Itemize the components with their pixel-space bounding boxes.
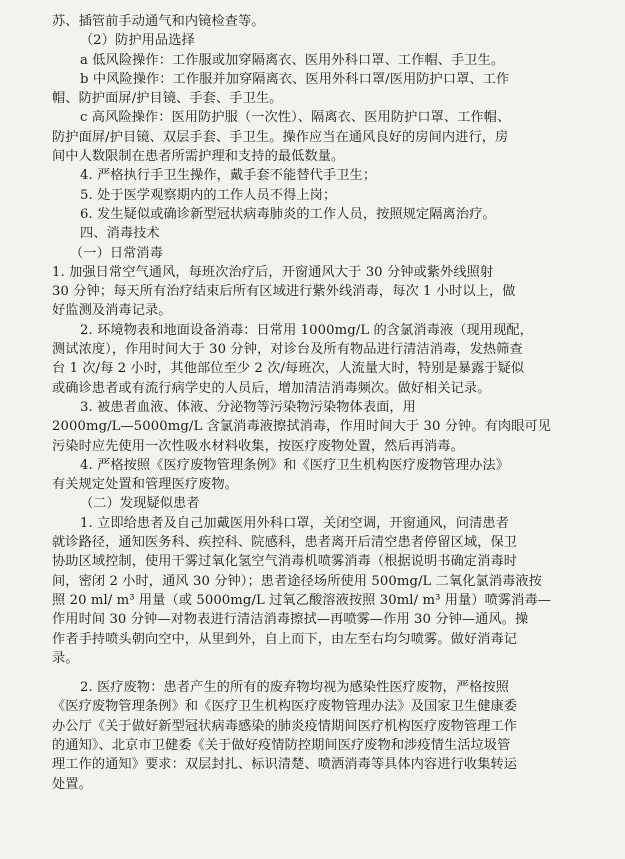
- text-line: 污染时应先使用一次性吸水材料收集，按医疗废物处置，然后再消毒。: [52, 438, 464, 454]
- text-line: 防护面屏/护目镜、双层手套、手卫生。操作应当在通风良好的房间内进行，房: [52, 129, 509, 145]
- text-line: 1. 立即给患者及自己加戴医用外科口罩，关闭空调，开窗通风，问清患者: [80, 515, 509, 531]
- text-line: 的通知》、北京市卫健委《关于做好疫情防控期间医疗废物和涉疫情生活垃圾管: [52, 737, 511, 753]
- subsection-heading: （一）日常消毒: [70, 245, 164, 261]
- text-line: 6. 发生疑似或确诊新型冠状病毒肺炎的工作人员，按照规定隔离治疗。: [80, 206, 496, 222]
- text-line: 处置。: [52, 776, 92, 792]
- text-line: 2000mg/L—5000mg/L 含氯消毒液擦拭消毒，作用时间大于 30 分钟。有肉眼可见: [52, 419, 552, 435]
- text-line: 《医疗废物管理条例》和《医疗卫生机构医疗废物管理办法》及国家卫生健康委: [52, 699, 518, 715]
- text-line: 2. 医疗废物：患者产生的所有的废弃物均视为感染性医疗废物，严格按照: [80, 680, 509, 696]
- text-line: 苏、插管前手动通气和内镜检查等。: [52, 14, 265, 29]
- text-line: 理工作的通知》要求：双层封扎、标识清楚、喷洒消毒等具体内容进行收集转运: [52, 757, 518, 773]
- text-line: 协助区域控制，使用干雾过氧化氢空气消毒机喷雾消毒（根据说明书确定消毒时: [52, 554, 518, 570]
- text-line: 台 1 次/每 2 小时，其他部位至少 2 次/每班次，人流量大时，特别是暴露于疑似: [52, 361, 525, 377]
- subsection-heading: （二）发现疑似患者: [80, 496, 200, 512]
- text-line: 测试浓度），作用时间大于 30 分钟，对诊台及所有物品进行清洁消毒，发热筛查: [52, 342, 523, 358]
- text-line: 1. 加强日常空气通风，每班次治疗后，开窗通风大于 30 分钟或紫外线照射: [52, 264, 494, 280]
- text-line: 3. 被患者血液、体液、分泌物等污染物污染物体表面，用: [80, 399, 416, 415]
- text-line: 间中人数限制在患者所需护理和支持的最低数量。: [52, 149, 345, 165]
- paragraph-spacer: [52, 668, 585, 678]
- text-line: 4. 严格执行手卫生操作，戴手套不能替代手卫生；: [80, 168, 377, 184]
- text-line: 作者手持喷头朝向空中，从里到外，自上而下，由左至右均匀喷雾。做好消毒记: [52, 631, 518, 647]
- text-line: 照 20 ml/ m³ 用量（或 5000mg/L 过氧乙酸溶液按照 30ml/ m³ 用量）喷雾消毒—: [52, 592, 552, 608]
- text-line: 5. 处于医学观察期内的工作人员不得上岗；: [80, 187, 337, 203]
- text-line: a 低风险操作：工作服或加穿隔离衣、医用外科口罩、工作帽、手卫生。: [80, 52, 505, 68]
- text-line: c 高风险操作：医用防护服（一次性）、隔离衣、医用防护口罩、工作帽、: [80, 110, 511, 126]
- text-line: 4. 严格按照《医疗废物管理条例》和《医疗卫生机构医疗废物管理办法》: [80, 457, 509, 473]
- text-line: 2. 环境物表和地面设备消毒：日常用 1000mg/L 的含氯消毒液（现用现配，: [80, 322, 533, 338]
- text-line: 录。: [52, 650, 79, 666]
- text-line: 间，密闭 2 小时，通风 30 分钟）；患者途径场所使用 500mg/L 二氧化氯消毒液按: [52, 573, 542, 589]
- text-line: 就诊路径，通知医务科、疾控科、院感科，患者离开后清空患者停留区域，保卫: [52, 535, 518, 551]
- text-line: 好监测及消毒记录。: [52, 303, 172, 319]
- section-heading: （2）防护用品选择: [80, 33, 195, 49]
- text-line: 或确诊患者或有流行病学史的人员后，增加清洁消毒频次。做好相关记录。: [52, 380, 491, 396]
- section-heading: 四、消毒技术: [80, 226, 160, 242]
- text-line: 帽、防护面屏/护目镜、手套、手卫生。: [52, 91, 283, 107]
- text-line: 有关规定处置和管理医疗废物。: [52, 477, 239, 493]
- text-line: 办公厅《关于做好新型冠状病毒感染的肺炎疫情期间医疗机构医疗废物管理工作: [52, 718, 518, 734]
- text-line: 作用时间 30 分钟—对物表进行清洁消毒擦拭—再喷雾—作用 30 分钟—通风。操: [52, 612, 529, 628]
- text-line: 30 分钟；每天所有治疗结束后所有区域进行紫外线消毒，每次 1 小时以上，做: [52, 284, 516, 300]
- text-line: b 中风险操作：工作服并加穿隔离衣、医用外科口罩/医用防护口罩、工作: [80, 71, 510, 87]
